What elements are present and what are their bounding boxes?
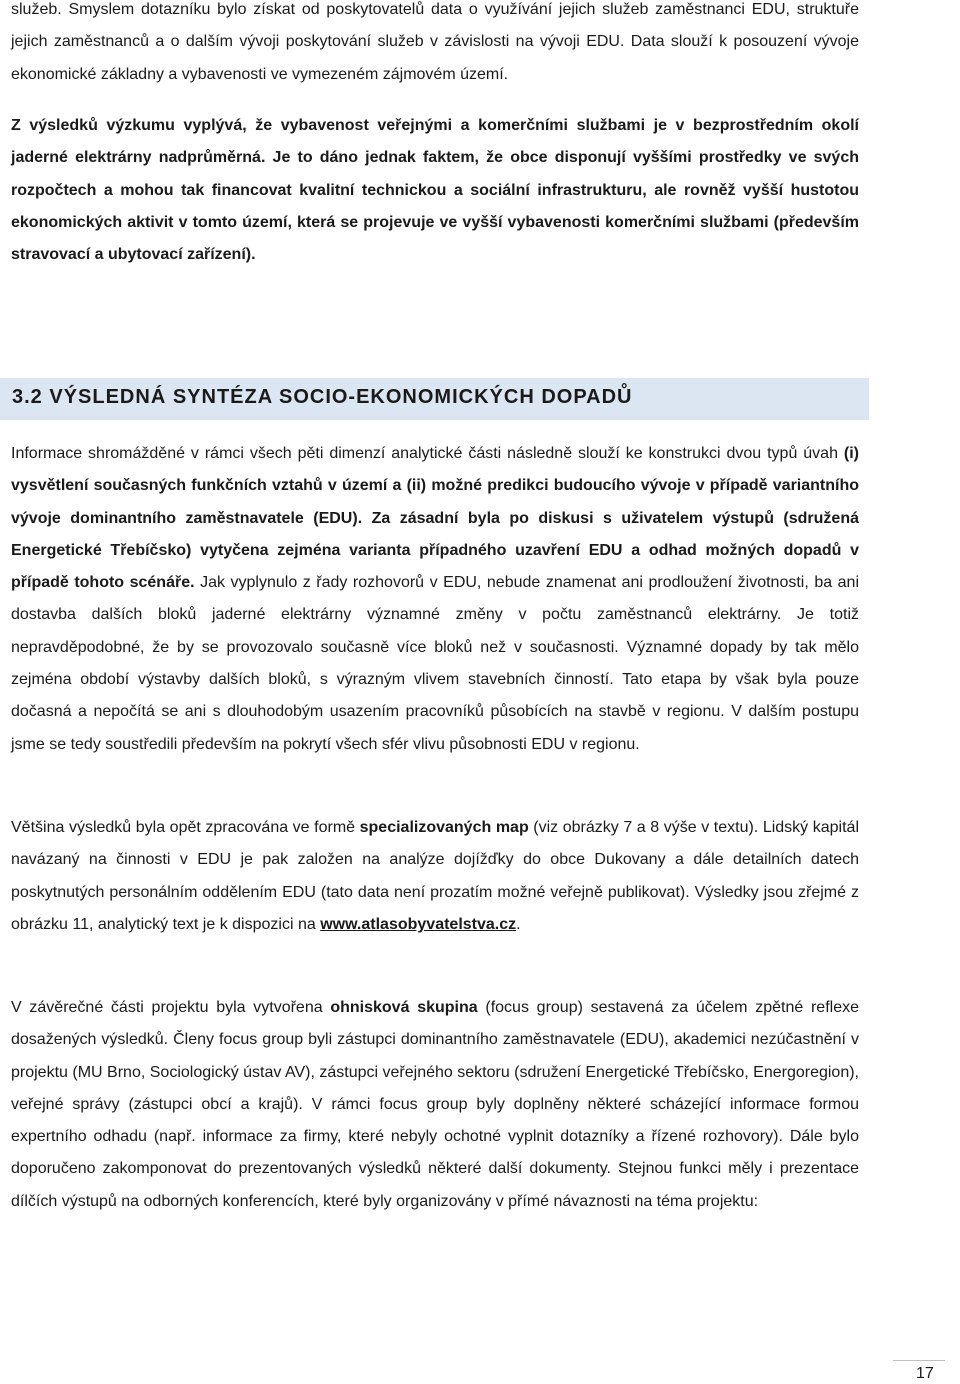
atlas-link[interactable]: www.atlasobyvatelstva.cz: [320, 915, 517, 933]
maps-text-rest: (viz obrázky 7 a 8 výše v textu). Lidský kapitál navázaný na činnosti v EDU je pak založen na analýze dojížďky do obce Dukovany a dále detailních datech poskytnutých personálním oddělením EDU (tato data není prozatím možné veřejně publikovat). Výsledky jsou zřejmé z obrázku 11, analytický text je k dispozici na: [11, 819, 859, 933]
focus-text-rest: (focus group) sestavená za účelem zpětné reflexe dosažených výsledků. Členy focus group byli zástupci dominantního zaměstnavatele (EDU), akademici nezúčastnění v projektu (MU Brno, Sociologický ústav AV), zástupci veřejného sektoru (sdružení Energetické Třebíčsko, Energoregion), veřejné správy (zástupci obcí a krajů). V rámci focus group byly doplněny některé scházející informace formou expertního odhadu (např. informace za firmy, které nebyly ochotné vyplnit dotazníky a řízené rozhovory). Dále bylo doporučeno zakomponovat do prezentovaných výsledků některé další dokumenty. Stejnou funkci měly i prezentace dílčích výstupů na odborných konferencích, které byly organizovány v přímé návaznosti na téma projektu:: [11, 999, 859, 1210]
page-number: 17: [916, 1365, 934, 1382]
intro-text: služeb. Smyslem dotazníku bylo získat od poskytovatelů data o využívání jejich služeb zaměstnanci EDU, struktuře jejich zaměstnanců a o dalším vývoji poskytování služeb v závislosti na vývoji EDU. Data slouží k posouzení vývoje ekonomické základny a vybavenosti ve vymezeném zájmovém území.: [11, 1, 859, 83]
synthesis-paragraph: [11, 438, 859, 761]
maps-text-end: .: [516, 915, 521, 933]
section-heading: 3.2 VÝSLEDNÁ SYNTÉZA SOCIO-EKONOMICKÝCH DOPADŮ: [12, 386, 633, 408]
results-paragraph: [11, 110, 859, 271]
focus-group-paragraph: [11, 992, 859, 1218]
maps-text-bold: specializovaných map: [359, 819, 529, 836]
synthesis-text-bold: (i) vysvětlení současných funkčních vztahů v území a (ii) možné predikci budoucího vývoje v případě variantního vývoje dominantního zaměstnavatele (EDU). Za zásadní byla po diskusi s uživatelem výstupů (sdružená Energetické Třebíčsko) vytyčena zejména varianta případného uzavření EDU a odhad možných dopadů v případě tohoto scénáře.: [11, 445, 859, 592]
synthesis-text-rest: Jak vyplynulo z řady rozhovorů v EDU, nebude znamenat ani prodloužení životnosti, ba ani dostavba dalších bloků jaderné elektrárny významné změny v počtu zaměstnanců elektrárny. Je totiž nepravděpodobné, že by se provozovalo současně více bloků než v současnosti. Významné dopady by tak mělo zejména období výstavby dalších bloků, s výrazným vlivem stavebních činností. Tato etapa by však byla pouze dočasná a nepočítá se ani s dlouhodobým usazením pracovníků působících na stavbě v regionu. V dalším postupu jsme se tedy soustředili především na pokrytí všech sfér vlivu působnosti EDU v regionu.: [11, 574, 859, 753]
results-text: Z výsledků výzkumu vyplývá, že vybavenost veřejnými a komerčními službami je v bezprostředním okolí jaderné elektrárny nadprůměrná. Je to dáno jednak faktem, že obce disponují vyššími prostředky ve svých rozpočtech a mohou tak financovat kvalitní technickou a sociální infrastrukturu, ale rovněž vyšší hustotou ekonomických aktivit v tomto území, která se projevuje ve vyšší vybavenosti komerčními službami (především stravovací a ubytovací zařízení).: [11, 117, 859, 264]
intro-paragraph: [11, 0, 859, 91]
maps-paragraph: [11, 812, 859, 941]
page-number-rule: [893, 1360, 945, 1361]
focus-text-bold: ohnisková skupina: [330, 999, 478, 1016]
maps-text-intro: Většina výsledků byla opět zpracována ve formě: [11, 819, 360, 836]
focus-text-intro: V závěrečné části projektu byla vytvořena: [11, 999, 331, 1016]
synthesis-text-intro: Informace shromážděné v rámci všech pěti dimenzí analytické části následně slouží ke konstrukci dvou typů úvah: [11, 445, 844, 462]
